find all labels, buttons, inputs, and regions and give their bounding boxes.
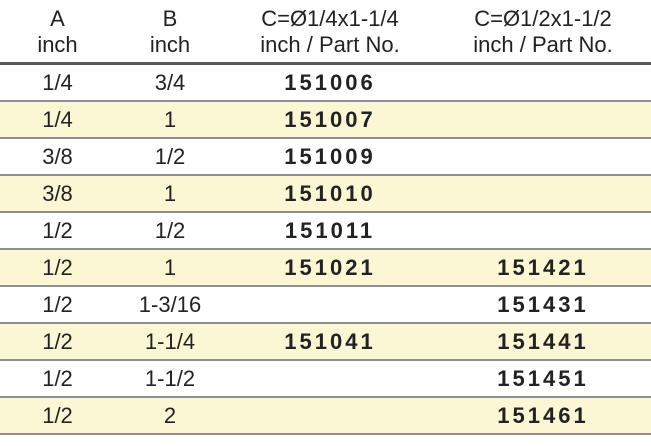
column-header-b xyxy=(115,0,225,64)
column-header-c14 xyxy=(225,0,435,64)
cell-a-inch: 1/2 xyxy=(0,323,115,360)
cell-part-no-c12: 151431 xyxy=(435,286,651,323)
cell-a-inch: 1/2 xyxy=(0,286,115,323)
cell-b-inch: 1 xyxy=(115,101,225,138)
cell-part-no-c14: 151041 xyxy=(225,323,435,360)
cell-part-no-c14: 151006 xyxy=(225,64,435,102)
cell-a-inch: 1/4 xyxy=(0,64,115,102)
cell-part-no-c14 xyxy=(225,397,435,434)
table-row xyxy=(0,64,651,102)
cell-b-inch: 1/2 xyxy=(115,138,225,175)
cell-part-no-c14 xyxy=(225,286,435,323)
column-header-a-line2: inch xyxy=(37,32,78,57)
cell-part-no-c14: 151007 xyxy=(225,101,435,138)
cell-part-no-c12 xyxy=(435,138,651,175)
cell-b-inch: 1 xyxy=(115,175,225,212)
column-header-c12-line2: inch / Part No. xyxy=(473,32,613,57)
column-header-c14-line1: C=Ø1/4x1-1/4 xyxy=(261,6,399,31)
cell-part-no-c14 xyxy=(225,360,435,397)
cell-b-inch: 1-3/16 xyxy=(115,286,225,323)
cell-part-no-c12: 151451 xyxy=(435,360,651,397)
column-header-a xyxy=(0,0,115,64)
cell-part-no-c12 xyxy=(435,175,651,212)
table-row xyxy=(0,175,651,212)
cell-part-no-c14: 151021 xyxy=(225,249,435,286)
cell-part-no-c12: 151441 xyxy=(435,323,651,360)
table-row xyxy=(0,249,651,286)
cell-b-inch: 1 xyxy=(115,249,225,286)
table-row xyxy=(0,212,651,249)
parts-table-header xyxy=(0,0,651,64)
cell-part-no-c14: 151011 xyxy=(225,212,435,249)
cell-b-inch: 1-1/4 xyxy=(115,323,225,360)
column-header-b-line2: inch xyxy=(149,32,191,57)
cell-a-inch: 3/8 xyxy=(0,138,115,175)
cell-part-no-c14: 151009 xyxy=(225,138,435,175)
cell-a-inch: 3/8 xyxy=(0,175,115,212)
header-row xyxy=(0,0,651,64)
column-header-a-line1: A xyxy=(50,6,65,31)
column-header-c12 xyxy=(435,0,651,64)
table-row xyxy=(0,101,651,138)
parts-table-body xyxy=(0,64,651,435)
cell-part-no-c14: 151010 xyxy=(225,175,435,212)
table-row xyxy=(0,286,651,323)
table-row xyxy=(0,360,651,397)
cell-b-inch: 3/4 xyxy=(115,64,225,102)
cell-part-no-c12 xyxy=(435,101,651,138)
table-row xyxy=(0,323,651,360)
column-header-c12-line1: C=Ø1/2x1-1/2 xyxy=(474,6,612,31)
cell-a-inch: 1/4 xyxy=(0,101,115,138)
cell-a-inch: 1/2 xyxy=(0,212,115,249)
table-row xyxy=(0,397,651,434)
column-header-c14-line2: inch / Part No. xyxy=(260,32,400,57)
cell-b-inch: 2 xyxy=(115,397,225,434)
cell-a-inch: 1/2 xyxy=(0,397,115,434)
table-row xyxy=(0,138,651,175)
cell-b-inch: 1/2 xyxy=(115,212,225,249)
cell-b-inch: 1-1/2 xyxy=(115,360,225,397)
cell-part-no-c12: 151461 xyxy=(435,397,651,434)
cell-a-inch: 1/2 xyxy=(0,360,115,397)
cell-part-no-c12: 151421 xyxy=(435,249,651,286)
cell-part-no-c12 xyxy=(435,212,651,249)
cell-a-inch: 1/2 xyxy=(0,249,115,286)
cell-part-no-c12 xyxy=(435,64,651,102)
column-header-b-line1: B xyxy=(162,6,178,31)
